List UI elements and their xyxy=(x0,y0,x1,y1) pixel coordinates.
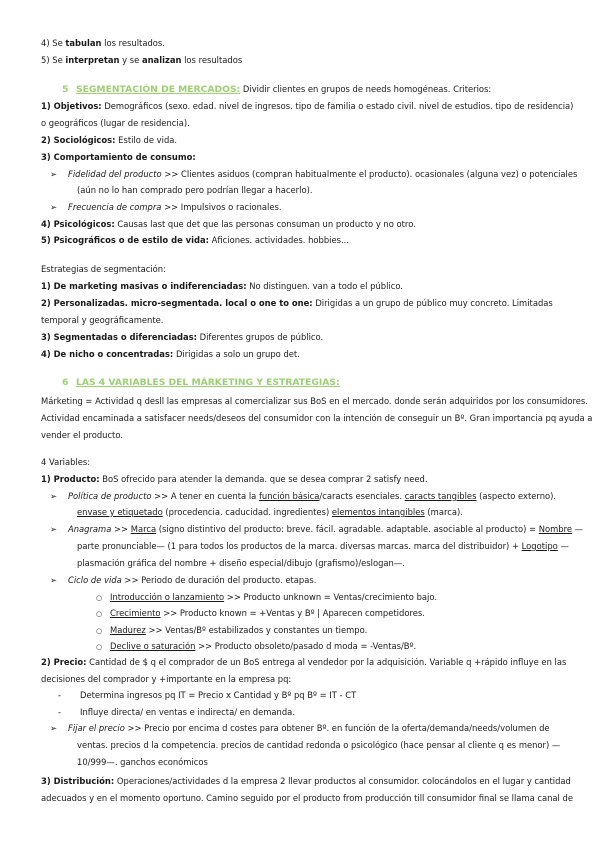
text-line: Actividad encaminada a satisfacer needs/deseos del consumidor con la intención de conseguir un Bº. Gran importancia pq ayuda a xyxy=(41,413,593,423)
list-item: ➢ Fijar el precio >> Precio por encima d costes para obtener Bº. en función de la oferta/demanda/needs/volumen de xyxy=(50,723,550,733)
text-line: decisiones del comprador y +importante en la empresa pq: xyxy=(41,674,292,684)
section-heading: 5 SEGMENTACIÓN DE MERCADOS: Dividir clientes en grupos de needs homogéneas. Criterios: xyxy=(62,84,492,95)
list-item: - Influye directa/ en ventas e indirecta/ en demanda. xyxy=(58,707,295,717)
list-item: 2) Precio: Cantidad de $ q el comprador de un BoS entrega al vendedor por la adquisición. Variable q +rápido influye en las xyxy=(41,657,567,667)
list-item: 3) Distribución: Operaciones/actividades d la empresa 2 llevar productos al consumidor. colocándolos en el lugar y cantidad xyxy=(41,776,571,786)
arrow-icon: ➢ xyxy=(50,575,58,585)
list-item: 5) Se interpretan y se analizan los resultados xyxy=(41,55,243,65)
text-line: vender el producto. xyxy=(41,430,123,440)
text-line: envase y etiquetado (procedencia. caducidad. ingredientes) elementos intangibles (marca). xyxy=(77,507,463,517)
arrow-icon: ➢ xyxy=(50,169,58,179)
list-item: ➢ Frecuencia de compra >> Impulsivos o racionales. xyxy=(50,202,282,212)
list-item: 2) Sociológicos: Estilo de vida. xyxy=(41,135,178,145)
list-item: 3) Comportamiento de consumo: xyxy=(41,152,196,162)
text-line: Estrategias de segmentación: xyxy=(41,264,166,274)
arrow-icon: ➢ xyxy=(50,491,58,501)
list-item: 4) De nicho o concentradas: Dirigidas a solo un grupo det. xyxy=(41,349,300,359)
list-item: 1) Objetivos: Demográficos (sexo. edad. nivel de ingresos. tipo de familia o estado civil. nivel de estudios. tipo de residencia) xyxy=(41,101,574,111)
text-line: (aún no lo han comprado pero podrían llegar a hacerlo). xyxy=(77,185,313,195)
text-line: parte pronunciable— (1 para todos los productos de la marca. diversas marcas. marca del distribuidor) + Logotipo — xyxy=(77,541,569,551)
list-item: 5) Psicográficos o de estilo de vida: Aficiones. actividades. hobbies... xyxy=(41,235,349,245)
circle-bullet-icon: ○ xyxy=(96,643,103,651)
list-item: ○ Declive o saturación >> Producto obsoleto/pasado d moda = -Ventas/Bº. xyxy=(96,641,417,651)
text-line: adecuados y en el momento oportuno. Camino seguido por el producto from producción till consumidor final se llama canal de xyxy=(41,793,574,803)
arrow-icon: ➢ xyxy=(50,723,58,733)
list-item: ○ Crecimiento >> Producto known = +Ventas y Bº | Aparecen competidores. xyxy=(96,608,425,618)
list-item: 1) Producto: BoS ofrecido para atender la demanda. que se desea comprar 2 satisfy need. xyxy=(41,474,428,484)
text-line: ventas. precios d la competencia. precios de cantidad redonda o psicológico (hace pensar al cliente q es menor) — xyxy=(77,740,561,750)
list-item: 4) Psicológicos: Causas last que det que las personas consuman un producto y no otro. xyxy=(41,219,416,229)
arrow-icon: ➢ xyxy=(50,524,58,534)
list-item: ○ Introducción o lanzamiento >> Producto unknown = Ventas/crecimiento bajo. xyxy=(96,592,437,602)
list-item: 2) Personalizadas. micro-segmentada. local o one to one: Dirigidas a un grupo de público muy concreto. Limitadas xyxy=(41,298,553,308)
text-line: temporal y geográficamente. xyxy=(41,315,164,325)
text-line: o geográficos (lugar de residencia). xyxy=(41,118,190,128)
list-item: 4) Se tabulan los resultados. xyxy=(41,38,165,48)
list-item: ○ Madurez >> Ventas/Bº estabilizados y constantes un tiempo. xyxy=(96,625,368,635)
list-item: - Determina ingresos pq IT = Precio x Cantidad y Bº pq Bº = IT - CT xyxy=(58,690,357,700)
list-item: ➢ Política de producto >> A tener en cuenta la función básica/caracts esenciales. caracts tangibles (aspecto externo). xyxy=(50,491,557,501)
circle-bullet-icon: ○ xyxy=(96,627,103,635)
text-line: 10/999—. ganchos económicos xyxy=(77,757,208,767)
circle-bullet-icon: ○ xyxy=(96,594,103,602)
arrow-icon: ➢ xyxy=(50,202,58,212)
text-line: plasmación gráfica del nombre + diseño especial/dibujo (grafismo)/eslogan—. xyxy=(77,558,405,568)
list-item: ➢ Ciclo de vida >> Periodo de duración del producto. etapas. xyxy=(50,575,317,585)
section-heading: 6 LAS 4 VARIABLES DEL MÁRKETING Y ESTRATEGIAS: xyxy=(62,377,340,388)
list-item: ➢ Fidelidad del producto >> Clientes asiduos (compran habitualmente el producto). ocasionales (alguna vez) o potenciales xyxy=(50,169,578,179)
list-item: 1) De marketing masivas o indiferenciadas: No distinguen. van a todo el público. xyxy=(41,281,403,291)
list-item: 3) Segmentadas o diferenciadas: Diferentes grupos de público. xyxy=(41,332,324,342)
list-item: ➢ Anagrama >> Marca (signo distintivo del producto: breve. fácil. agradable. adaptable. asociable al producto) = Nombre — xyxy=(50,524,584,534)
circle-bullet-icon: ○ xyxy=(96,610,103,618)
text-line: Márketing = Actividad q desll las empresas al comercializar sus BoS en el mercado. donde serán adquiridos por los consumidores. xyxy=(41,396,588,406)
text-line: 4 Variables: xyxy=(41,457,91,467)
